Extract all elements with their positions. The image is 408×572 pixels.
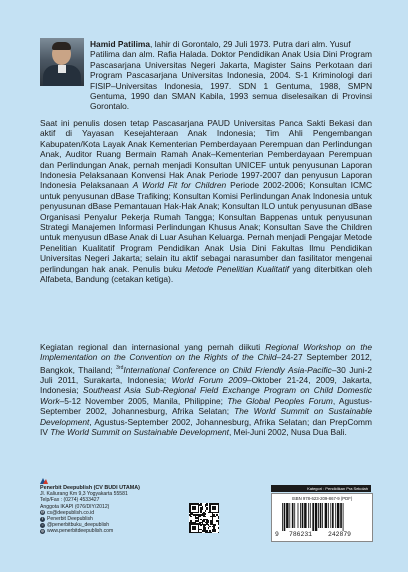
publisher-instagram[interactable]: @penerbitbuku_deepublish: [47, 522, 110, 529]
category-label: Kategori : Pendidikan Pra Sekolah: [271, 485, 371, 492]
author-photo: [40, 38, 84, 86]
author-activities-paragraph: Kegiatan regional dan internasional yang pernah diikuti Regional Workshop on the Implementation on the Convention on the Rights of the Child–24-27 September 2012, Bangkok, Thailand; $^{3rd}$International Conference on Child Friendly Asia-Pacific–30 Juni-2 Juli 2011, Surakarta, Indonesia; World Forum 2009–Oktober 21-24, 2009, Jakarta, Indonesia; Southeast Asia Sub-Regional Field Exchange Program on Child Domestic Work–5-12 November 2005, Manila, Philippine; The Global Peoples Forum, Agustus-September 2002, Johannesburg, Afrika Selatan; The World Summit on Sustainable Development, Agustus-September 2002, Johannesburg, Afrika Selatan; dan PrepComm IV The World Summit on Sustainable Development, Mei-Juni 2002, Nusa Dua Bali.: [40, 342, 373, 438]
isbn-barcode: [271, 493, 373, 542]
barcode-group-1: 786231: [289, 531, 313, 538]
publisher-name: Penerbit Deepublish (CV BUDI UTAMA): [40, 485, 140, 491]
isbn-text: ISBN 978-623-209-867-9 (PDF): [291, 496, 353, 501]
instagram-icon: ○: [41, 522, 44, 527]
publisher-phone: Telp/Fax : (0274) 4533427: [40, 497, 100, 504]
author-career-paragraph: Saat ini penulis dosen tetap Pascasarjana PAUD Universitas Panca Sakti Bekasi dan aktif di Yayasan Kesejahteraan Anak Indonesia; Tim Ahli Pengembangan Kabupaten/Kota Layak Anak Kementerian Pemberdayaan Perempuan dan Perlindungan Anak, Auditor Ruang Bermain Ramah Anak–Kementerian Pemberdayaan Perempuan dan Perlindungan Anak, pernah menjadi Konsultan UNICEF untuk penyusunan Laporan Indonesia Pelaksanaan Konvensi Hak Anak Periode 1997-2007 dan penyusun Laporan Indonesia Pelaksanaan A World Fit for Children Periode 2002-2006; Konsultan ICMC untuk penyusunan dBase Trafiking; Konsultan Komisi Perlindungan Anak Indonesia untuk penyusunan dBase Pemantauan Hak-Hak Anak; Konsultan ILO untuk penyusunan dBase Organisasi Penyalur Pekerja Rumah Tangga; Konsultan Bappenas untuk penyusunan Strategi Manajemen Informasi Perlindungan Khusus Anak; Konsultan Save the Children untuk menyusun dBase Anak di Luar Asuhan Keluarga. Pernah menjadi Pengajar Metode Penelitian Kualitatif Program Pendidikan Anak Usia Dini Fakultas Ilmu Pendidikan Universitas Negeri Jakarta; selain itu aktif sebagai narasumber dan fasilitator mengenai perlindungan hak anak. Penulis buku Metode Penelitian Kualitatif yang diterbitkan oleh Alfabeta, Bandung (cetakan ketiga).: [40, 118, 373, 285]
author-bio-first-line: Hamid Patilima, lahir di Gorontalo, 29 Juli 1973. Putra dari alm. Yusuf: [90, 39, 351, 49]
barcode-bars-icon: [282, 503, 364, 531]
qr-code-icon: [189, 503, 219, 533]
author-bio: Patilima dan alm. Rafia Halada. Doktor Pendidikan Anak Usia Dini Program Pascasarjana Universitas Negeri Jakarta, Magister Sains Perkotaan dari Program Pascasarjana Universitas Indonesia, 2004. S-1 Kriminologi dari FISIP–Universitas Indonesia, 1997. SDN 1 Gentuma, 1988, SMPN Gentuma, 1990 dan SMAN Kabila, 1993 semua diselesaikan di Provinsi Gorontalo.: [90, 49, 372, 112]
globe-icon: ◍: [40, 529, 45, 534]
email-icon: @: [40, 510, 45, 515]
publisher-info: [40, 485, 180, 535]
publisher-email[interactable]: cs@deepublish.co.id: [47, 509, 95, 516]
barcode-digit-first: 9: [275, 531, 279, 538]
publisher-website[interactable]: www.penerbitdeepublish.com: [47, 528, 114, 535]
barcode-group-2: 242879: [328, 531, 352, 538]
publisher-member: Anggota IKAPI (076/DIY/2012): [40, 503, 110, 510]
facebook-icon: f: [40, 517, 45, 522]
publisher-logo-icon: [40, 478, 48, 484]
publisher-facebook[interactable]: Penerbit Deepublish: [47, 516, 93, 523]
publisher-address: Jl. Kaliurang Km 9,3 Yogyakarta 55581: [40, 491, 128, 498]
author-name: Hamid Patilima: [90, 39, 151, 49]
